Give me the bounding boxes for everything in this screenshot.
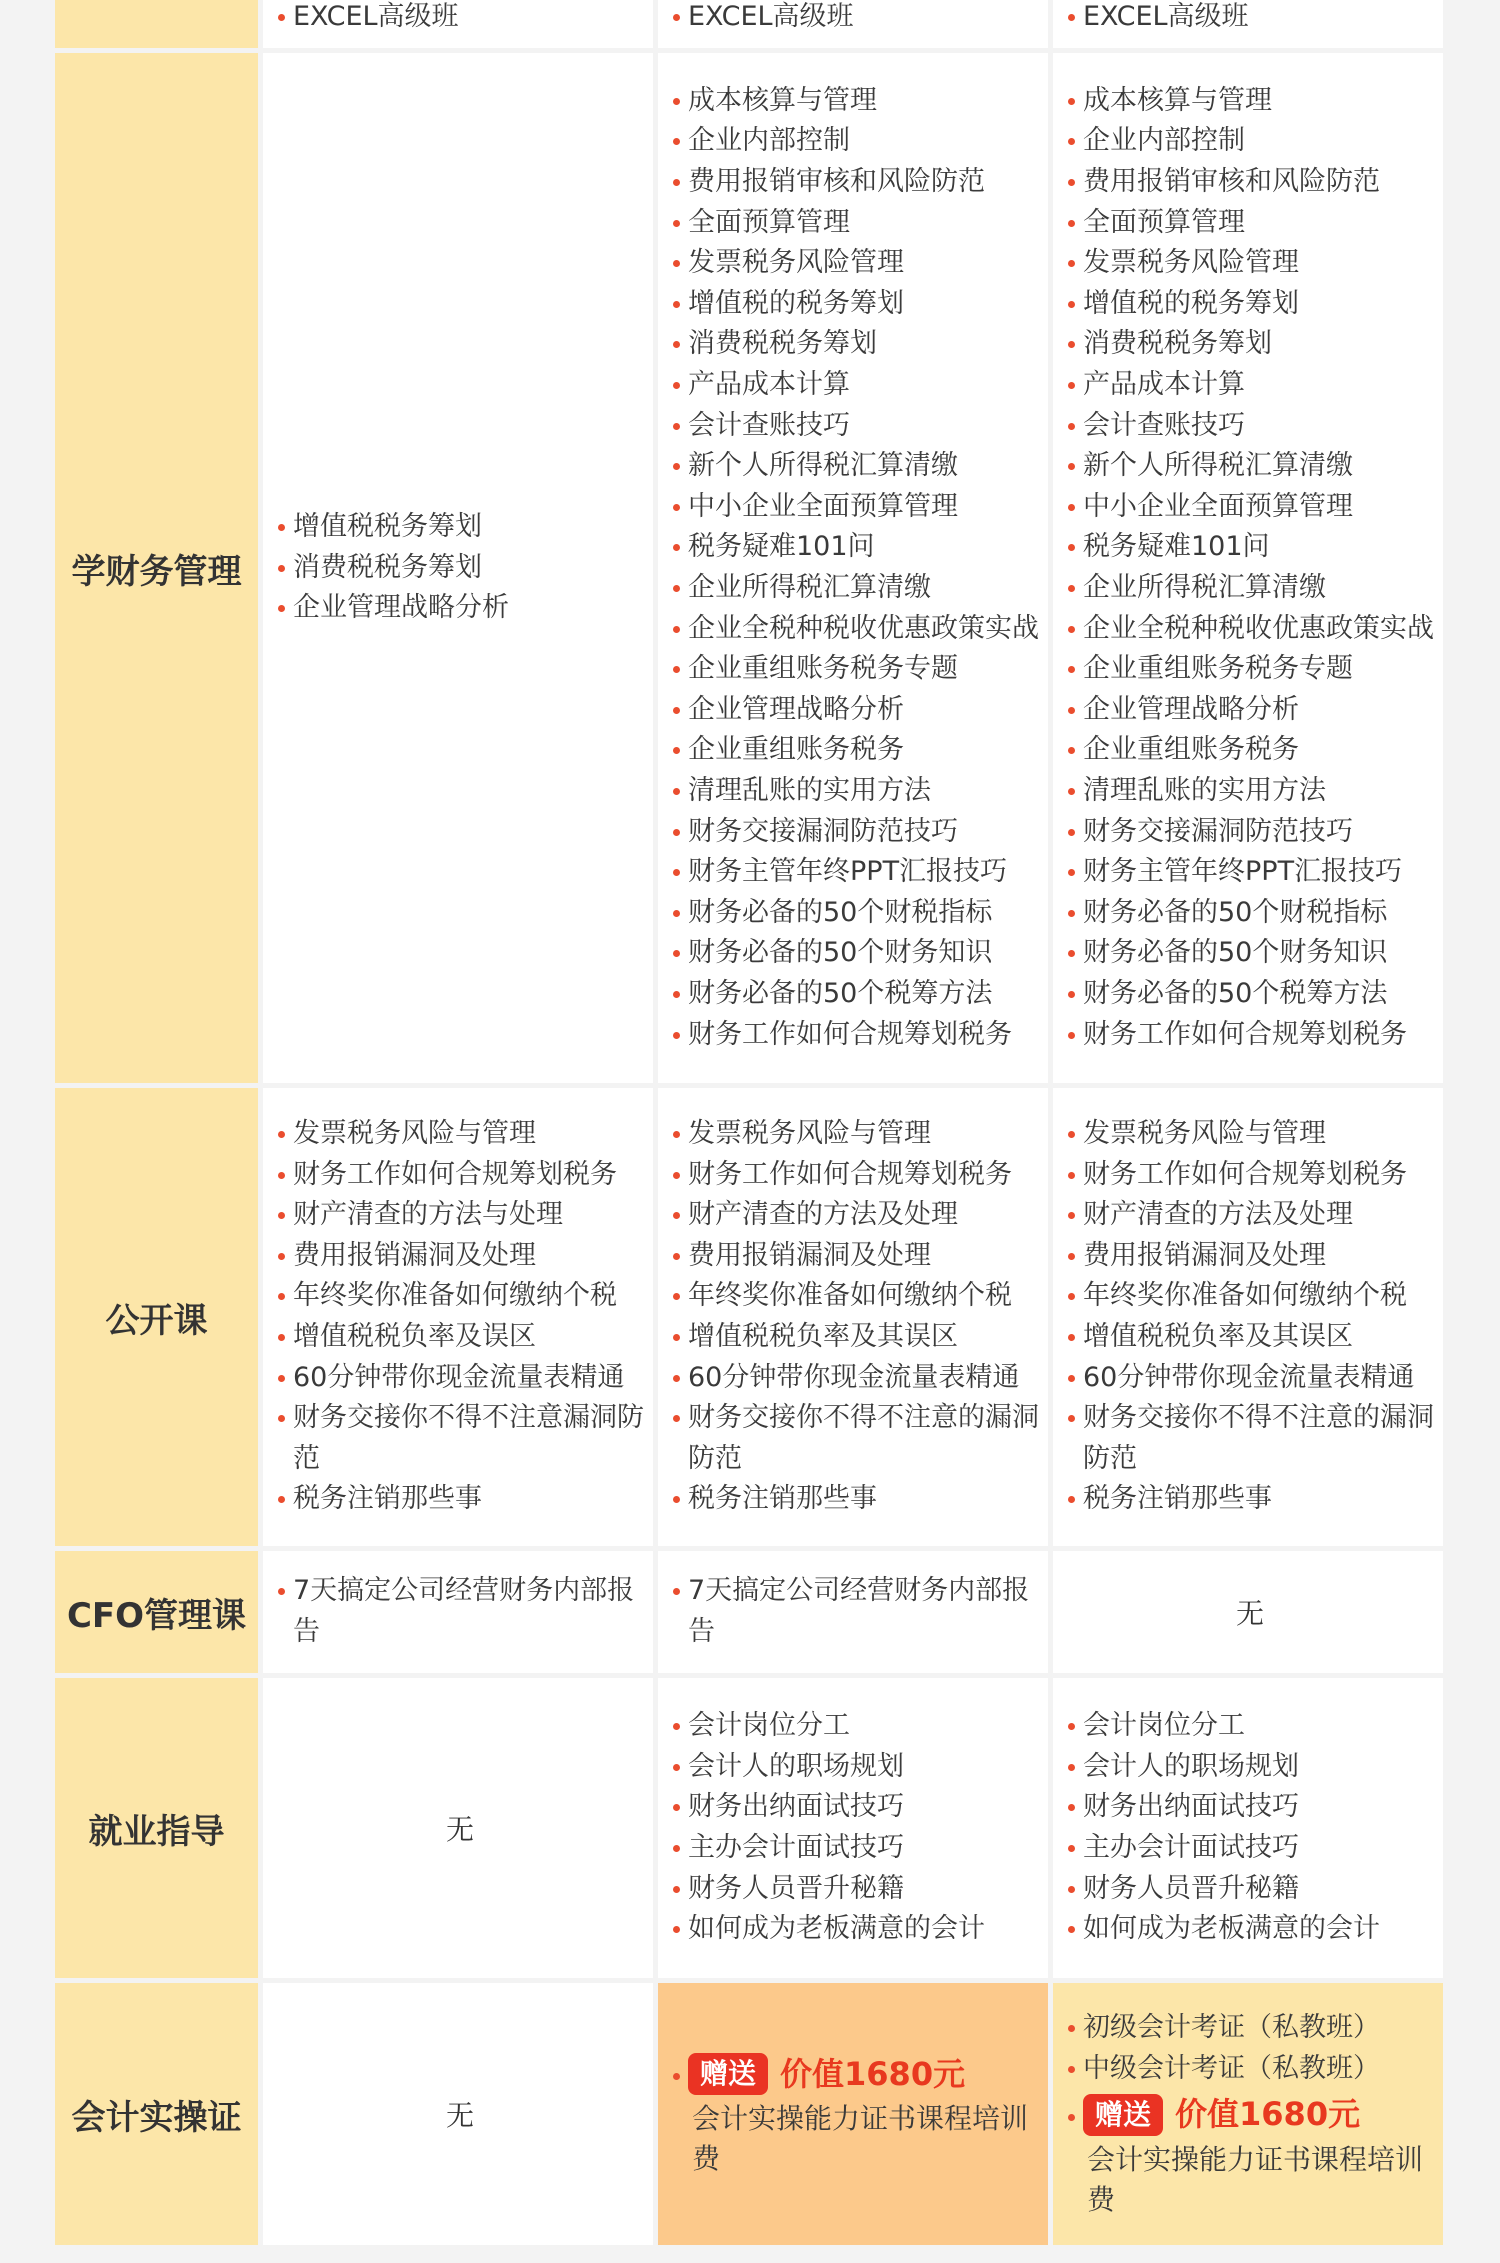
gift-description: 会计实操能力证书课程培训费 xyxy=(692,2102,1029,2175)
gift-badge: 赠送 xyxy=(1083,2094,1163,2136)
list-item: 主办会计面试技巧 xyxy=(1065,1828,1435,1869)
list-item: 全面预算管理 xyxy=(670,203,1040,244)
row-header-cert: 会计实操证 xyxy=(55,1983,258,2245)
list-item: 全面预算管理 xyxy=(1065,203,1435,244)
cell-public-col2 xyxy=(658,1088,1048,1546)
list-item: 中小企业全面预算管理 xyxy=(670,487,1040,528)
list-item: 消费税税务筹划 xyxy=(275,548,645,589)
list-item: 税务注销那些事 xyxy=(275,1479,645,1520)
list-item: EXCEL高级班 xyxy=(1065,0,1435,38)
list-item: 会计岗位分工 xyxy=(1065,1706,1435,1747)
list-item: 财务交接漏洞防范技巧 xyxy=(1065,812,1435,853)
cell-career-col3 xyxy=(1053,1678,1443,1978)
list-item: 企业管理战略分析 xyxy=(1065,690,1435,731)
cell-career-col1 xyxy=(263,1678,653,1978)
excel-list-col3 xyxy=(1065,0,1435,38)
list-item: 60分钟带你现金流量表精通 xyxy=(670,1358,1040,1399)
cfo-list-col2 xyxy=(670,1571,1040,1652)
list-item: 年终奖你准备如何缴纳个税 xyxy=(1065,1276,1435,1317)
gift-item xyxy=(1065,2094,1435,2136)
list-item: 7天搞定公司经营财务内部报告 xyxy=(275,1571,645,1652)
cell-finance-col1 xyxy=(263,53,653,1083)
cell-cfo-col3 xyxy=(1053,1551,1443,1673)
list-item: 初级会计考证（私教班） xyxy=(1065,2008,1435,2049)
list-item: 企业重组账务税务专题 xyxy=(670,649,1040,690)
list-item: 财务必备的50个财税指标 xyxy=(1065,893,1435,934)
list-item: 财务工作如何合规筹划税务 xyxy=(275,1155,645,1196)
list-item: 发票税务风险管理 xyxy=(1065,243,1435,284)
list-item: 财务交接你不得不注意漏洞防范 xyxy=(275,1398,645,1479)
public-list-col1 xyxy=(275,1114,645,1520)
gift-price: 价值1680元 xyxy=(780,2054,966,2093)
cell-cfo-col2 xyxy=(658,1551,1048,1673)
cell-excel-col3 xyxy=(1053,0,1443,48)
list-item: 财务交接你不得不注意的漏洞防范 xyxy=(1065,1398,1435,1479)
list-item: 费用报销审核和风险防范 xyxy=(1065,162,1435,203)
list-item: 企业全税种税收优惠政策实战 xyxy=(1065,609,1435,650)
list-item: 财务交接漏洞防范技巧 xyxy=(670,812,1040,853)
career-list-col3 xyxy=(1065,1706,1435,1950)
cell-cert-col2 xyxy=(658,1983,1048,2245)
cell-cert-col3 xyxy=(1053,1983,1443,2245)
list-item: 费用报销漏洞及处理 xyxy=(670,1236,1040,1277)
cell-finance-col3 xyxy=(1053,53,1443,1083)
excel-list-col2 xyxy=(670,0,1040,38)
list-item: 企业重组账务税务 xyxy=(1065,730,1435,771)
finance-list-col1 xyxy=(275,507,645,629)
cert-gift-list-col3 xyxy=(1065,2090,1435,2136)
list-item: 成本核算与管理 xyxy=(670,81,1040,122)
list-item: 财务人员晋升秘籍 xyxy=(670,1869,1040,1910)
list-item: 费用报销漏洞及处理 xyxy=(1065,1236,1435,1277)
none-text: 无 xyxy=(445,1813,474,1846)
list-item: 60分钟带你现金流量表精通 xyxy=(275,1358,645,1399)
list-item: 发票税务风险与管理 xyxy=(275,1114,645,1155)
cell-public-col1 xyxy=(263,1088,653,1546)
list-item: 财务主管年终PPT汇报技巧 xyxy=(670,852,1040,893)
list-item: 财务工作如何合规筹划税务 xyxy=(670,1155,1040,1196)
list-item: 财务必备的50个税筹方法 xyxy=(1065,974,1435,1015)
list-item: 中级会计考证（私教班） xyxy=(1065,2049,1435,2090)
list-item: 税务注销那些事 xyxy=(1065,1479,1435,1520)
list-item: 企业所得税汇算清缴 xyxy=(1065,568,1435,609)
cert-gift-list-col2 xyxy=(670,2049,1040,2095)
list-item: 增值税税负率及其误区 xyxy=(670,1317,1040,1358)
list-item: 60分钟带你现金流量表精通 xyxy=(1065,1358,1435,1399)
list-item: 中小企业全面预算管理 xyxy=(1065,487,1435,528)
list-item: 财务主管年终PPT汇报技巧 xyxy=(1065,852,1435,893)
list-item: 新个人所得税汇算清缴 xyxy=(670,446,1040,487)
list-item: 企业重组账务税务 xyxy=(670,730,1040,771)
cell-cert-col1 xyxy=(263,1983,653,2245)
list-item: 产品成本计算 xyxy=(1065,365,1435,406)
list-item: 清理乱账的实用方法 xyxy=(1065,771,1435,812)
list-item: 财务出纳面试技巧 xyxy=(670,1787,1040,1828)
list-item: 企业重组账务税务专题 xyxy=(1065,649,1435,690)
list-item: 企业管理战略分析 xyxy=(670,690,1040,731)
public-list-col3 xyxy=(1065,1114,1435,1520)
cell-excel-col2 xyxy=(658,0,1048,48)
row-header-cfo: CFO管理课 xyxy=(55,1551,258,1673)
cell-finance-col2 xyxy=(658,53,1048,1083)
cell-career-col2 xyxy=(658,1678,1048,1978)
list-item: 发票税务风险与管理 xyxy=(670,1114,1040,1155)
list-item: 发票税务风险与管理 xyxy=(1065,1114,1435,1155)
row-header-career: 就业指导 xyxy=(55,1678,258,1978)
gift-description: 会计实操能力证书课程培训费 xyxy=(1087,2142,1424,2216)
cfo-list-col1 xyxy=(275,1571,645,1652)
gift-badge: 赠送 xyxy=(688,2053,768,2095)
list-item: 税务疑难101问 xyxy=(1065,527,1435,568)
gift-price: 价值1680元 xyxy=(1175,2095,1361,2134)
list-item: 财务必备的50个财务知识 xyxy=(670,933,1040,974)
list-item: 财务工作如何合规筹划税务 xyxy=(1065,1015,1435,1056)
list-item: 财务出纳面试技巧 xyxy=(1065,1787,1435,1828)
career-list-col2 xyxy=(670,1706,1040,1950)
list-item: 会计查账技巧 xyxy=(1065,406,1435,447)
row-header-public: 公开课 xyxy=(55,1088,258,1546)
list-item: 会计查账技巧 xyxy=(670,406,1040,447)
row-header-excel xyxy=(55,0,258,48)
list-item: 财务必备的50个税筹方法 xyxy=(670,974,1040,1015)
gift-item xyxy=(670,2053,1040,2095)
list-item: 年终奖你准备如何缴纳个税 xyxy=(275,1276,645,1317)
cell-public-col3 xyxy=(1053,1088,1443,1546)
list-item: 费用报销漏洞及处理 xyxy=(275,1236,645,1277)
list-item: 财务工作如何合规筹划税务 xyxy=(670,1015,1040,1056)
list-item: 财产清查的方法及处理 xyxy=(670,1195,1040,1236)
list-item: 企业所得税汇算清缴 xyxy=(670,568,1040,609)
list-item: 会计人的职场规划 xyxy=(1065,1747,1435,1788)
list-item: 企业内部控制 xyxy=(1065,121,1435,162)
list-item: 7天搞定公司经营财务内部报告 xyxy=(670,1571,1040,1652)
list-item: 税务注销那些事 xyxy=(670,1479,1040,1520)
list-item: 费用报销审核和风险防范 xyxy=(670,162,1040,203)
list-item: 财务交接你不得不注意的漏洞防范 xyxy=(670,1398,1040,1479)
gift-row xyxy=(688,2053,1040,2095)
list-item: 财产清查的方法与处理 xyxy=(275,1195,645,1236)
finance-list-col3 xyxy=(1065,81,1435,1055)
list-item: 财务必备的50个财务知识 xyxy=(1065,933,1435,974)
gift-row xyxy=(1083,2094,1435,2136)
list-item: 清理乱账的实用方法 xyxy=(670,771,1040,812)
list-item: 企业全税种税收优惠政策实战 xyxy=(670,609,1040,650)
row-header-finance: 学财务管理 xyxy=(55,53,258,1083)
list-item: 主办会计面试技巧 xyxy=(670,1828,1040,1869)
cell-cfo-col1 xyxy=(263,1551,653,1673)
excel-list-col1 xyxy=(275,0,645,38)
list-item: 新个人所得税汇算清缴 xyxy=(1065,446,1435,487)
comparison-table xyxy=(55,0,1443,2245)
list-item: 如何成为老板满意的会计 xyxy=(1065,1909,1435,1950)
list-item: 产品成本计算 xyxy=(670,365,1040,406)
list-item: 税务疑难101问 xyxy=(670,527,1040,568)
cert-list-col3 xyxy=(1065,2008,1435,2089)
list-item: 增值税税负率及误区 xyxy=(275,1317,645,1358)
public-list-col2 xyxy=(670,1114,1040,1520)
finance-list-col2 xyxy=(670,81,1040,1055)
list-item: 发票税务风险管理 xyxy=(670,243,1040,284)
list-item: 成本核算与管理 xyxy=(1065,81,1435,122)
none-text: 无 xyxy=(445,2099,474,2132)
list-item: 企业管理战略分析 xyxy=(275,588,645,629)
list-item: 如何成为老板满意的会计 xyxy=(670,1909,1040,1950)
none-text: 无 xyxy=(1235,1597,1264,1630)
list-item: 财务人员晋升秘籍 xyxy=(1065,1869,1435,1910)
list-item: 消费税税务筹划 xyxy=(1065,324,1435,365)
cell-excel-col1 xyxy=(263,0,653,48)
list-item: 年终奖你准备如何缴纳个税 xyxy=(670,1276,1040,1317)
list-item: 消费税税务筹划 xyxy=(670,324,1040,365)
list-item: EXCEL高级班 xyxy=(275,0,645,38)
list-item: 增值税的税务筹划 xyxy=(1065,284,1435,325)
list-item: 增值税税务筹划 xyxy=(275,507,645,548)
list-item: 财产清查的方法及处理 xyxy=(1065,1195,1435,1236)
list-item: EXCEL高级班 xyxy=(670,0,1040,38)
list-item: 企业内部控制 xyxy=(670,121,1040,162)
list-item: 财务必备的50个财税指标 xyxy=(670,893,1040,934)
list-item: 财务工作如何合规筹划税务 xyxy=(1065,1155,1435,1196)
list-item: 会计人的职场规划 xyxy=(670,1747,1040,1788)
list-item: 增值税税负率及其误区 xyxy=(1065,1317,1435,1358)
list-item: 会计岗位分工 xyxy=(670,1706,1040,1747)
list-item: 增值税的税务筹划 xyxy=(670,284,1040,325)
